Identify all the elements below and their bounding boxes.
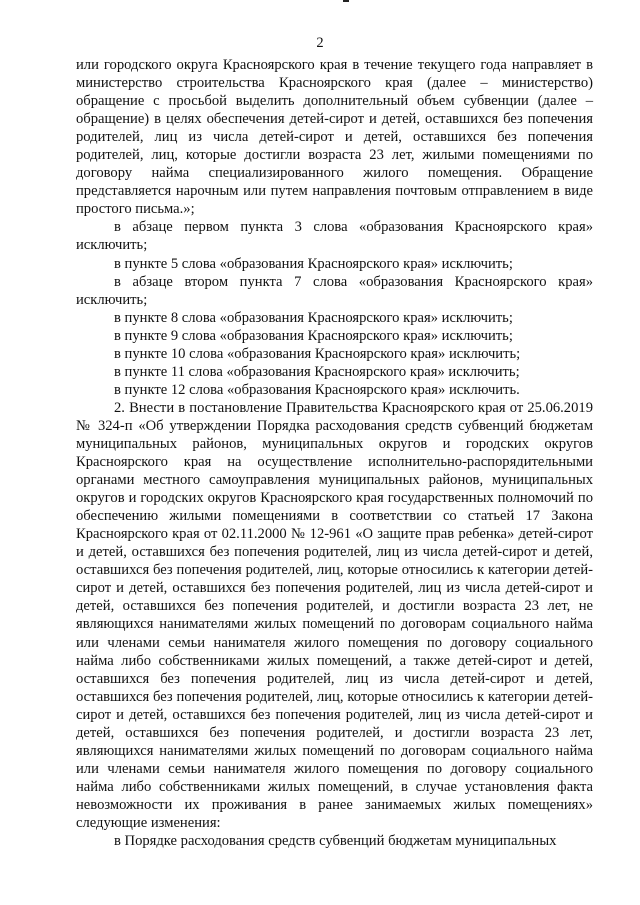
paragraph-item-5: в пункте 5 слова «образования Красноярского края» исключить; — [114, 255, 513, 272]
page-number: 2 — [316, 35, 324, 51]
paragraph-item-11: в пункте 11 слова «образования Красноярского края» исключить; — [114, 363, 520, 380]
paragraph-continuation: или городского округа Красноярского края в течение текущего года направляет в министерство строительства Красноярского края (далее – министерство) обращение с просьбой выделить дополнительный объем субвенции (далее – обращение) в целях обеспечения детей-сирот и детей, оставшихся без попечения родителей, лиц из числа детей-сирот и детей, оставшихся без попечения родителей, лиц, которые достигли возраста 23 лет, жилыми помещениями по договору найма специализированного жилого помещения. Обращение представляется нарочным или путем направления почтовым отправлением в виде простого письма.»; — [76, 57, 593, 218]
paragraph-procedure-start: в Порядке расходования средств субвенций бюджетам муниципальных — [114, 833, 557, 850]
paragraph-item-7: в абзаце втором пункта 7 слова «образования Красноярского края» исключить; — [76, 273, 593, 308]
paragraph-item-9: в пункте 9 слова «образования Красноярского края» исключить; — [114, 327, 513, 344]
paragraph-item-12: в пункте 12 слова «образования Красноярского края» исключить. — [114, 381, 520, 398]
document-body — [76, 56, 593, 850]
paragraph-item-3: в абзаце первом пункта 3 слова «образования Красноярского края» исключить; — [76, 219, 593, 254]
paragraph-item-8: в пункте 8 слова «образования Красноярского края» исключить; — [114, 309, 513, 326]
paragraph-item-10: в пункте 10 слова «образования Красноярского края» исключить; — [114, 345, 521, 362]
paragraph-section-2: 2. Внести в постановление Правительства Красноярского края от 25.06.2019 № 324-п «Об утверждении Порядка расходования средств субвенций бюджетам муниципальных районов, муниципальных округов и городских округов Красноярского края на осуществление исполнительно-распорядительными органами местного самоуправления муниципальных районов, муниципальных округов и городских округов Красноярского края государственных полномочий по обеспечению жилыми помещениями в соответствии со статьей 17 Закона Красноярского края от 02.11.2000 № 12-961 «О защите прав ребенка» детей-сирот и детей, оставшихся без попечения родителей, лиц из числа детей-сирот и детей, оставшихся без попечения родителей, лиц, которые относились к категории детей-сирот и детей, оставшихся без попечения родителей, лиц из числа детей-сирот и детей, оставшихся без попечения родителей, и достигли возраста 23 лет, не являющихся нанимателями жилых помещений по договорам социального найма или членами семьи нанимателя жилого помещения по договору социального найма либо собственниками жилых помещений, а также детей-сирот и детей, оставшихся без попечения родителей, лиц из числа детей-сирот и детей, оставшихся без попечения родителей, лиц, которые относились к категории детей-сирот и детей, оставшихся без попечения родителей, лиц из числа детей-сирот и детей, оставшихся без попечения родителей, и достигли возраста 23 лет, являющихся нанимателями жилых помещений по договорам социального найма или членами семьи нанимателя жилого помещения по договору социального найма либо собственниками жилых помещений, в случае установления факта невозможности их проживания в ранее занимаемых жилых помещениях» следующие изменения: — [76, 399, 593, 831]
scan-mark — [343, 0, 349, 2]
